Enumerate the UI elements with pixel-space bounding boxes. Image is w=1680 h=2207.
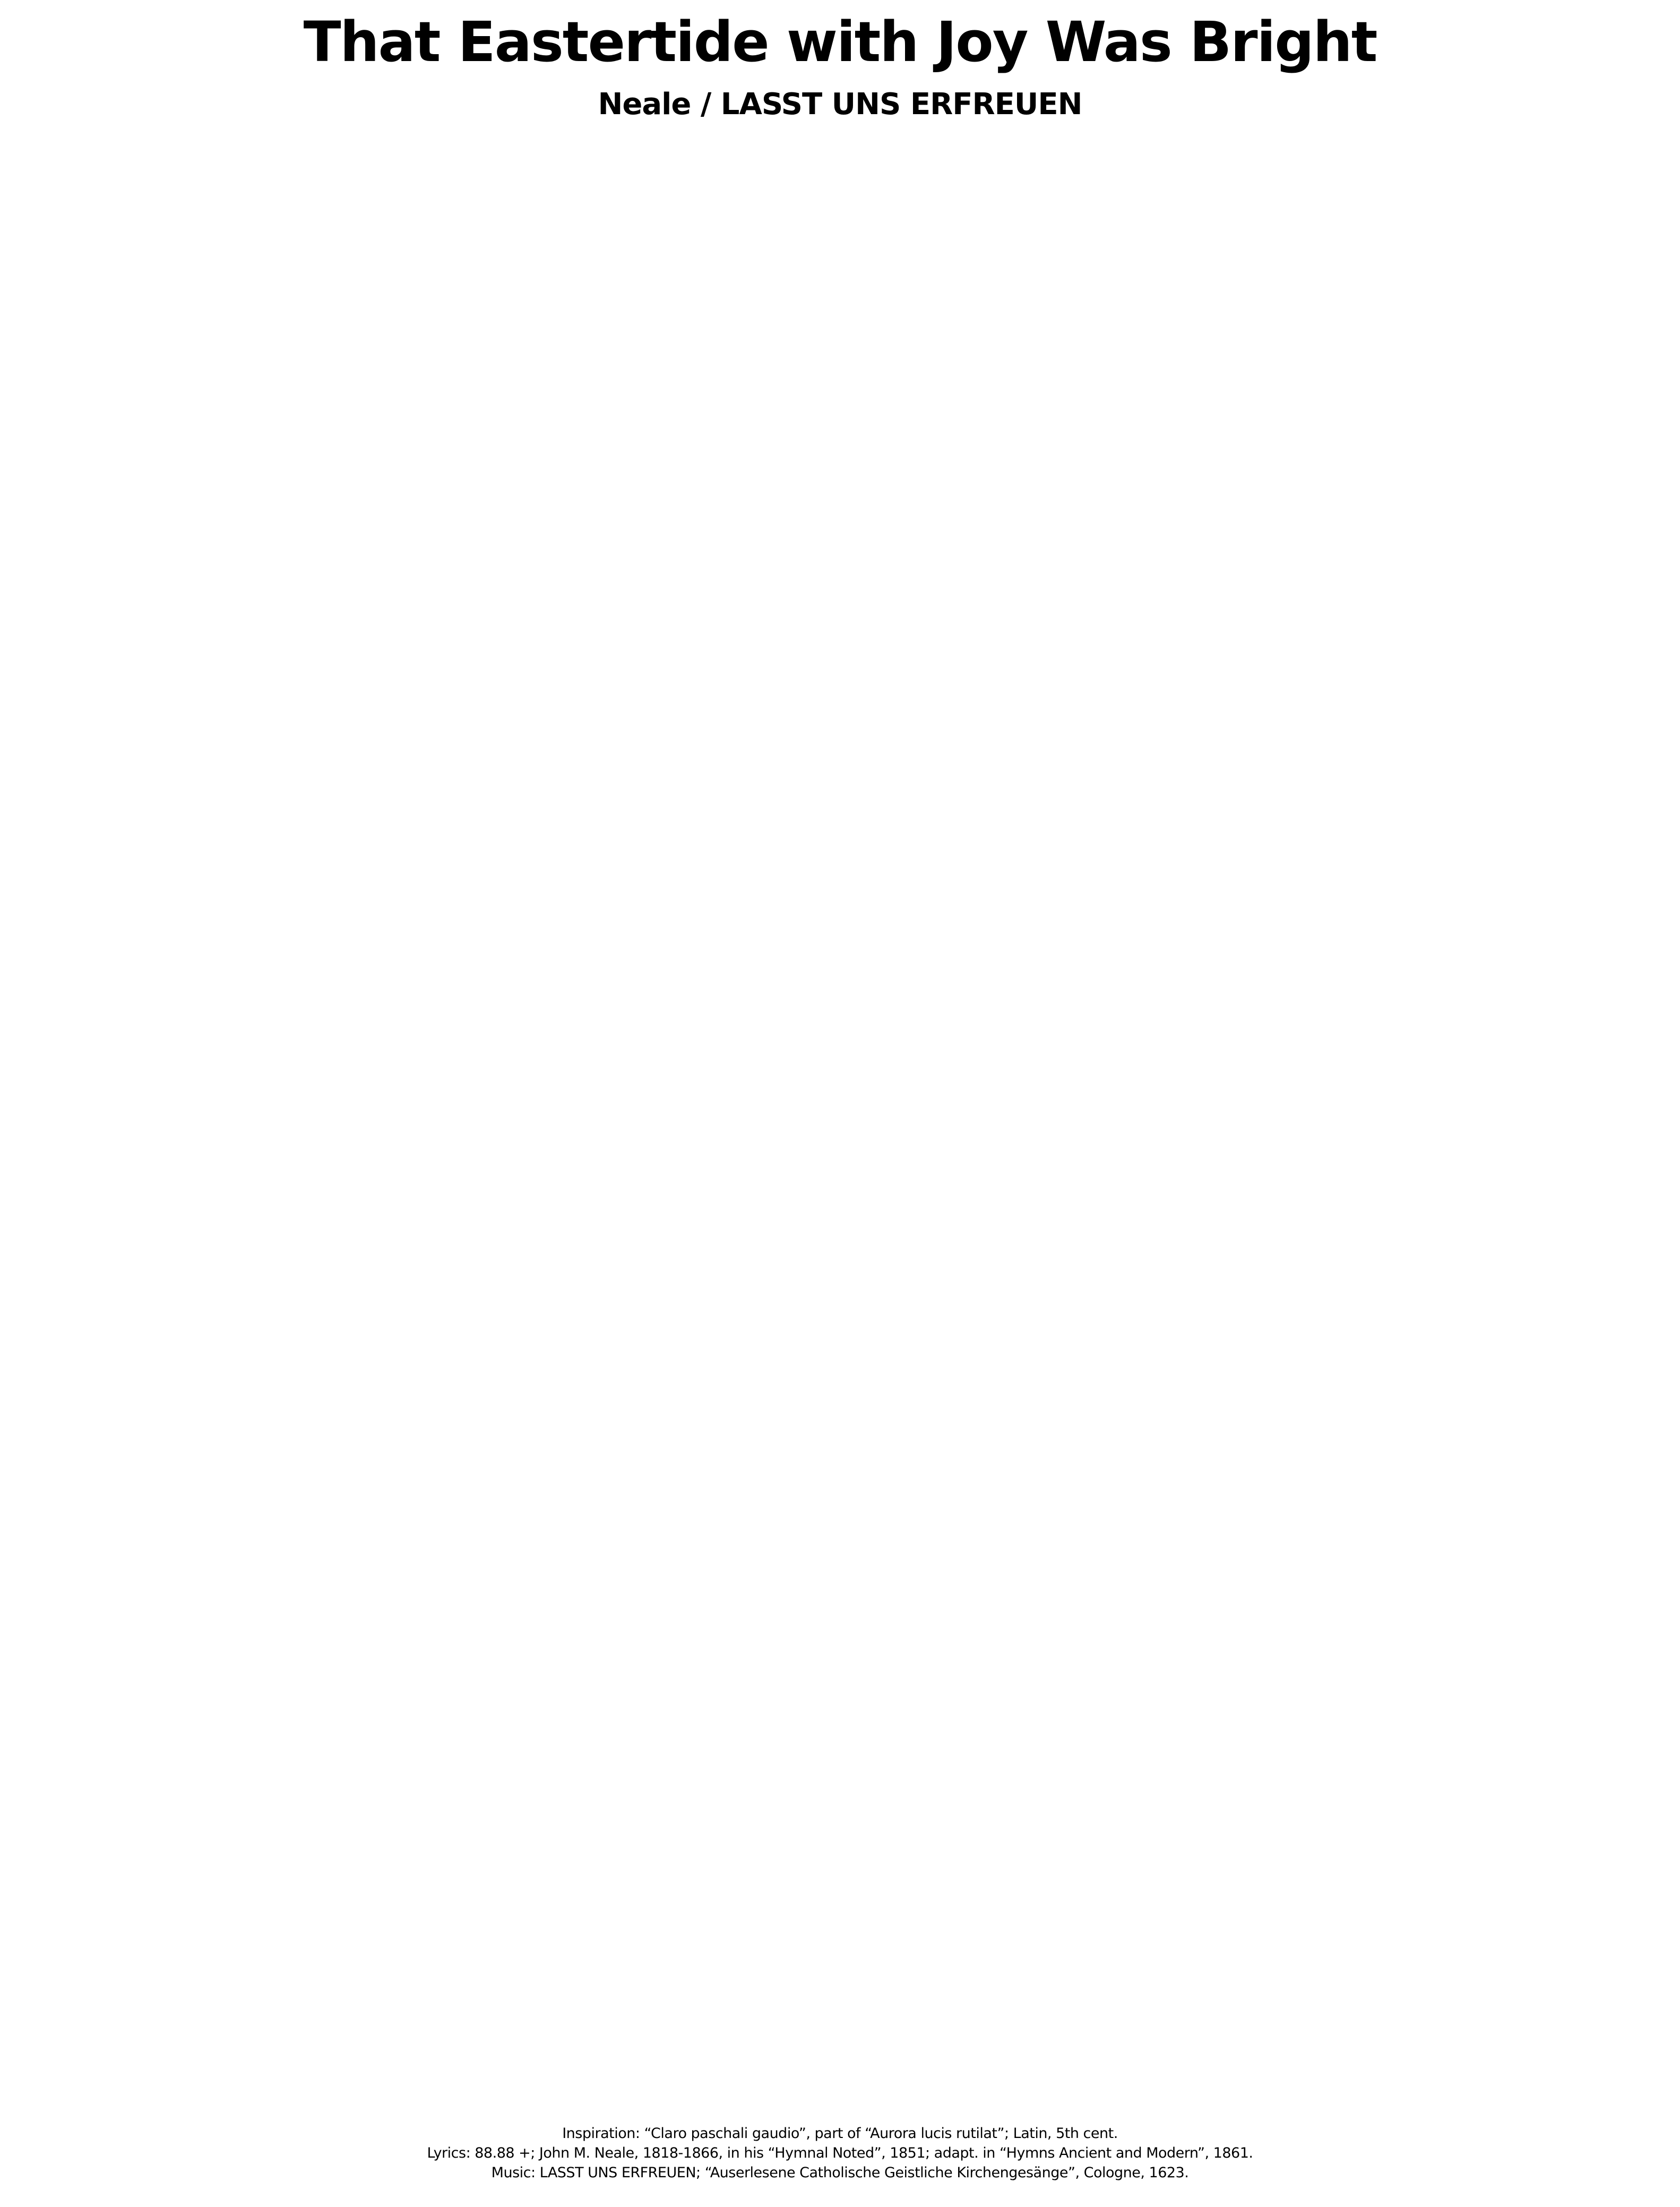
credits-footer bbox=[0, 2124, 1680, 2183]
hymn-title: That Eastertide with Joy Was Bright bbox=[303, 10, 1377, 74]
credit-music: Music: LASST UNS ERFREUEN; “Auserlesene Catholische Geistliche Kirchengesänge”, Cologne, 1623. bbox=[491, 2165, 1189, 2181]
hymn-subtitle: Neale / LASST UNS ERFREUEN bbox=[598, 87, 1082, 122]
credit-inspiration: Inspiration: “Claro paschali gaudio”, part of “Aurora lucis rutilat”; Latin, 5th cent. bbox=[562, 2125, 1118, 2142]
credit-lyrics: Lyrics: 88.88 +; John M. Neale, 1818-1866, in his “Hymnal Noted”, 1851; adapt. in “Hymns Ancient and Modern”, 1861. bbox=[427, 2145, 1253, 2161]
